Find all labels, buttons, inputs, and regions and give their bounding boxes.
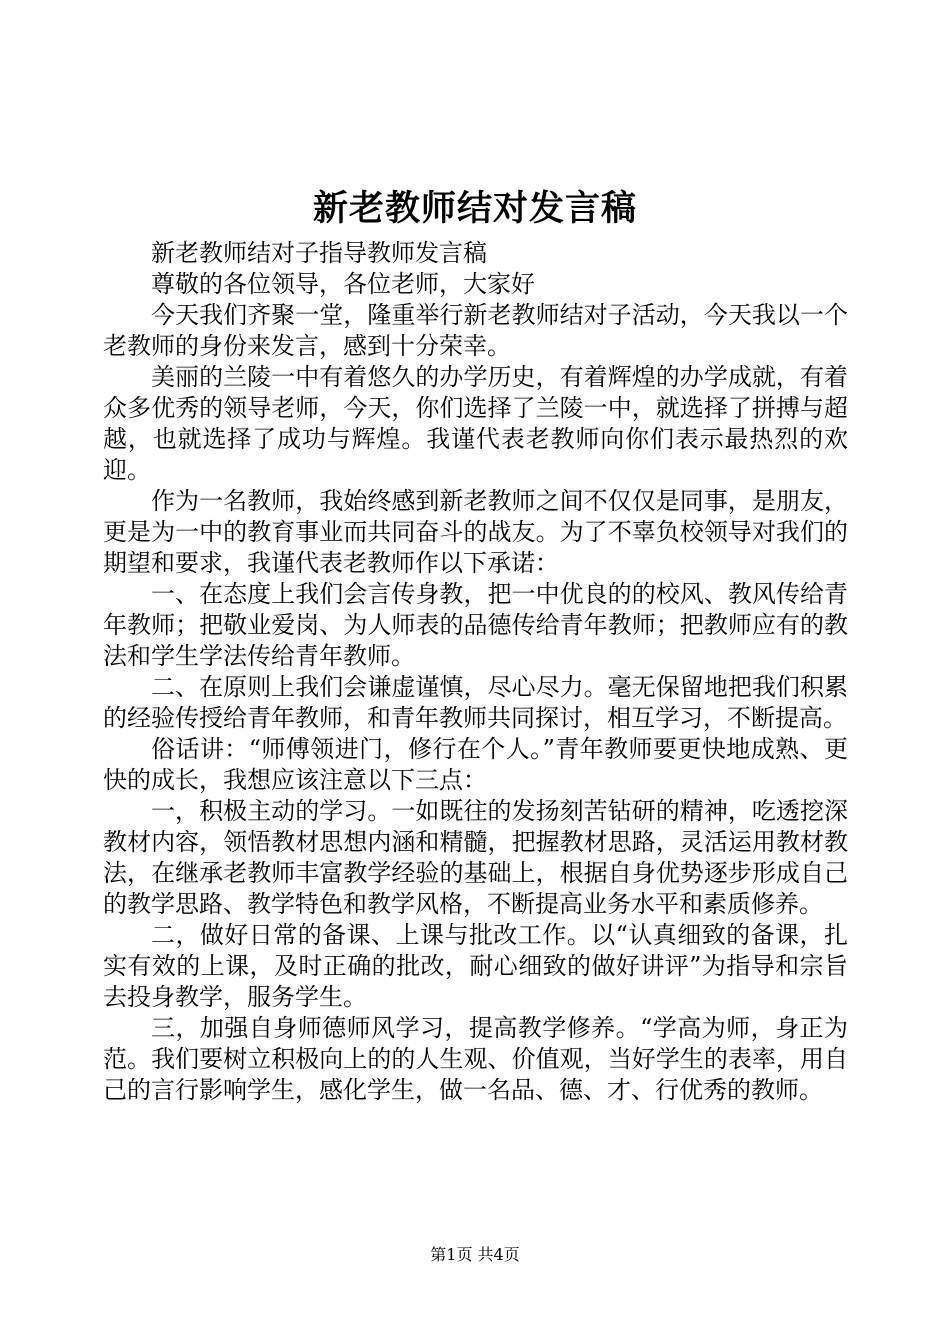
paragraph-greeting: 尊敬的各位领导，各位老师，大家好 [151,270,535,298]
paragraph: 二、在原则上我们会谦虚谨慎，尽心尽力。毫无保留地把我们积累的经验传授给青年教师，和青年教师共同探讨，相互学习，不断提高。 [103,673,848,732]
paragraph: 一、在态度上我们会言传身教，把一中优良的的校风、教风传给青年教师；把敬业爱岗、为人师表的品德传给青年教师；把教师应有的教法和学生学法传给青年教师。 [103,580,848,670]
page-footer: 第1页 共4页 [430,1245,520,1264]
paragraph-subtitle: 新老教师结对子指导教师发言稿 [151,239,487,267]
document-body [103,238,848,1106]
paragraph: 今天我们齐聚一堂，隆重举行新老教师结对子活动，今天我以一个老教师的身份来发言，感到十分荣幸。 [103,301,848,360]
paragraph: 俗话讲：“师傅领进门，修行在个人。”青年教师要更快地成熟、更快的成长，我想应该注意以下三点： [103,735,848,794]
paragraph: 美丽的兰陵一中有着悠久的办学历史，有着辉煌的办学成就，有着众多优秀的领导老师，今天，你们选择了兰陵一中，就选择了拼搏与超越，也就选择了成功与辉煌。我谨代表老教师向你们表示最热烈的欢迎。 [103,363,848,484]
paragraph: 作为一名教师，我始终感到新老教师之间不仅仅是同事，是朋友，更是为一中的教育事业而共同奋斗的战友。为了不辜负校领导对我们的期望和要求，我谨代表老教师作以下承诺： [103,487,848,577]
document-title: 新老教师结对发言稿 [312,188,637,229]
paragraph: 三，加强自身师德师风学习，提高教学修养。“学高为师，身正为范。我们要树立积极向上的的人生观、价值观，当好学生的表率，用自己的言行影响学生，感化学生，做一名品、德、才、行优秀的教师。 [103,1014,848,1104]
paragraph: 二，做好日常的备课、上课与批改工作。以“认真细致的备课，扎实有效的上课，及时正确的批改，耐心细致的做好讲评”为指导和宗旨去投身教学，服务学生。 [103,921,848,1011]
paragraph: 一，积极主动的学习。一如既往的发扬刻苦钻研的精神，吃透挖深教材内容，领悟教材思想内涵和精髓，把握教材思路，灵活运用教材教法，在继承老教师丰富教学经验的基础上，根据自身优势逐步形成自己的教学思路、教学特色和教学风格，不断提高业务水平和素质修养。 [103,797,848,918]
